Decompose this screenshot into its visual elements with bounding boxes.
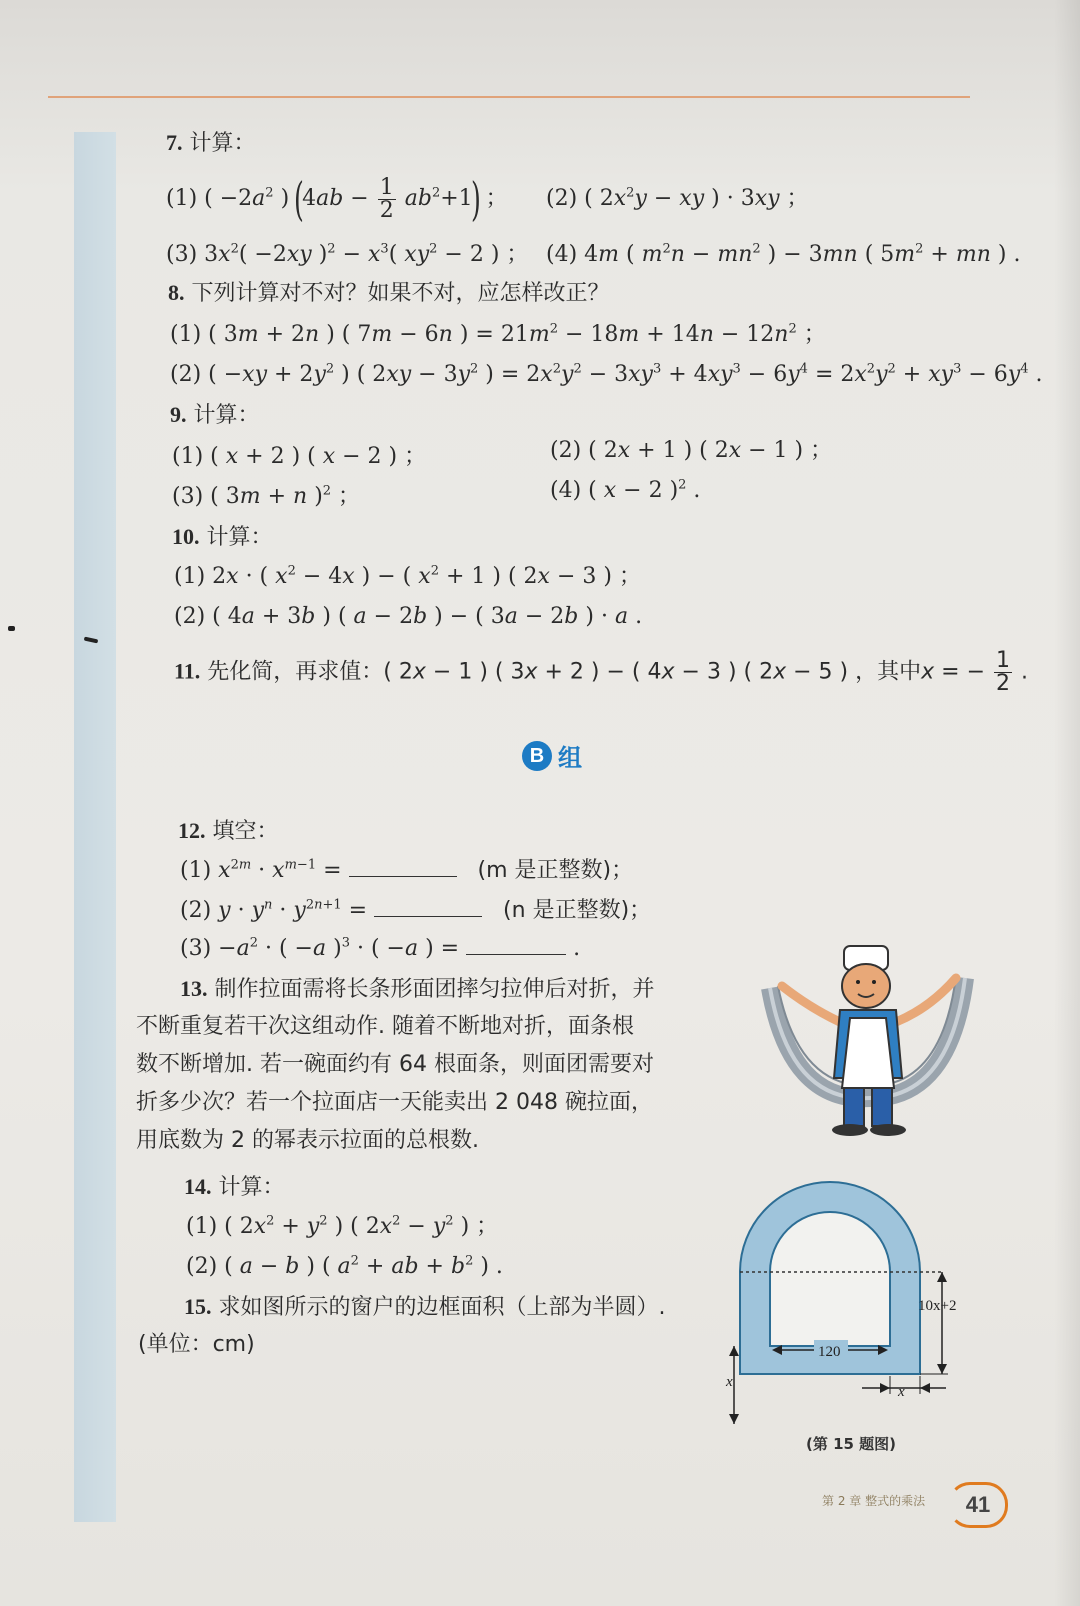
- margin-sidebar: [74, 132, 116, 1522]
- chapter-footer: 第 2 章 整式的乘法: [822, 1494, 926, 1508]
- figure-caption: (第 15 题图): [806, 1435, 897, 1453]
- q9-part2: (2) ( 2x + 1 ) ( 2x − 1 ) ；: [550, 438, 833, 463]
- q12-part2: (2) $y \cdot y^n \cdot y^{2n+1}$ = (n 是正整数)；: [180, 897, 652, 923]
- left-x-label: x: [726, 1374, 733, 1390]
- q11: 11. 先化简，再求值：( 2x − 1 ) ( 3x + 2 ) − ( 4x − 3 ) ( 2x − 5 ) ，其中x = − $\frac{1}{2}$ .: [174, 648, 1029, 696]
- q12-part3: $(3) -a^2$ · ( −a )$^3$ · ( −a ) = .: [180, 935, 581, 961]
- q7-title: 7. 计算：: [166, 130, 256, 156]
- q9-title: 9. 计算：: [170, 402, 260, 428]
- q7-part3: (3) $3x^2( -2xy$ )$^2 - x^3$( $xy^2 - 2$ ) ；: [166, 241, 529, 267]
- q14-part1: (1) ( $2x^2 + y^2$ ) ( $2x^2 - y^2$ ) ；: [186, 1213, 499, 1239]
- bottom-x-label: x: [898, 1384, 905, 1400]
- q13-line3: 数不断增加. 若一碗面约有 64 根面条，则面团需要对: [136, 1052, 654, 1077]
- height-label: 10x+2: [918, 1298, 957, 1314]
- q10-part2: (2) ( 4a + 3b ) ( a − 2b ) − ( 3a − 2b ) · a .: [174, 604, 643, 629]
- q8-part1: (1) ( 3m + 2n ) ( 7m − 6n ) = $21m^2 - 18m + 14n - 12n^2$ ；: [170, 321, 826, 347]
- q7-part2: (2) ( $2x^2y$ − xy ) · 3xy ；: [546, 185, 809, 211]
- q12-part1: (1) $x^{2m} \cdot x^{m-1}$ = (m 是正整数)；: [180, 857, 634, 883]
- q13-line2: 不断重复若干次这组动作. 随着不断地对折，面条根: [136, 1014, 634, 1039]
- q15-line2: (单位：cm): [138, 1332, 255, 1357]
- ink-mark: [8, 626, 15, 631]
- noodle-chef-illustration: [760, 938, 980, 1143]
- group-b-heading: [522, 738, 582, 774]
- q8-part2: (2) ( $-xy + 2y^2$ ) ( $2xy - 3y^2$ ) = $2x^2y^2 - 3xy^3 + 4xy^3 - 6y^4 = 2x^2y^2 + xy^3 - 6y^4$ .: [170, 361, 1043, 387]
- q10-part1: (1) 2x · ( $x^2 - 4x$ ) − ( $x^2 + 1$ ) ( 2x − 3 ) ；: [174, 563, 641, 589]
- header-rule: [48, 96, 970, 98]
- page-edge-shadow: [1054, 0, 1080, 1606]
- q14-title: 14. 计算：: [184, 1174, 285, 1200]
- q14-part2: (2) ( a − b ) ( $a^2$ + ab + $b^2$ ) .: [186, 1253, 503, 1279]
- q12-title: 12. 填空：: [178, 818, 279, 844]
- page-number: 41: [948, 1482, 1008, 1528]
- q9-part3: (3) ( 3m + n )$^2$ ；: [172, 483, 361, 509]
- q10-title: 10. 计算：: [172, 524, 273, 550]
- q9-part4: (4) ( x − 2 )$^2$ .: [550, 477, 701, 503]
- window-frame-figure: [722, 1176, 982, 1426]
- q13-line1: 13. 制作拉面需将长条形面团摔匀拉伸后对折，并: [180, 976, 655, 1002]
- q9-part1: (1) ( x + 2 ) ( x − 2 ) ；: [172, 444, 427, 469]
- q15-line1: 15. 求如图所示的窗户的边框面积（上部为半圆）.: [184, 1294, 666, 1320]
- q13-line4: 折多少次？若一个拉面店一天能卖出 2 048 碗拉面，: [136, 1090, 653, 1115]
- group-label: 组: [558, 744, 582, 772]
- q7-part1: (1) ( $-2a^2$ ) (4ab − $\frac{1}{2}$ $ab^2+1$) ；: [166, 172, 508, 226]
- group-badge: B: [522, 741, 552, 771]
- q8-title: 8. 下列计算对不对？如果不对，应怎样改正？: [168, 280, 610, 306]
- q13-line5: 用底数为 2 的幂表示拉面的总根数.: [136, 1128, 479, 1153]
- width-label: 120: [818, 1344, 841, 1360]
- q7-part4: (4) 4m ( $m^2n - mn^2$ ) − 3mn ( $5m^2$ + mn ) .: [546, 241, 1021, 267]
